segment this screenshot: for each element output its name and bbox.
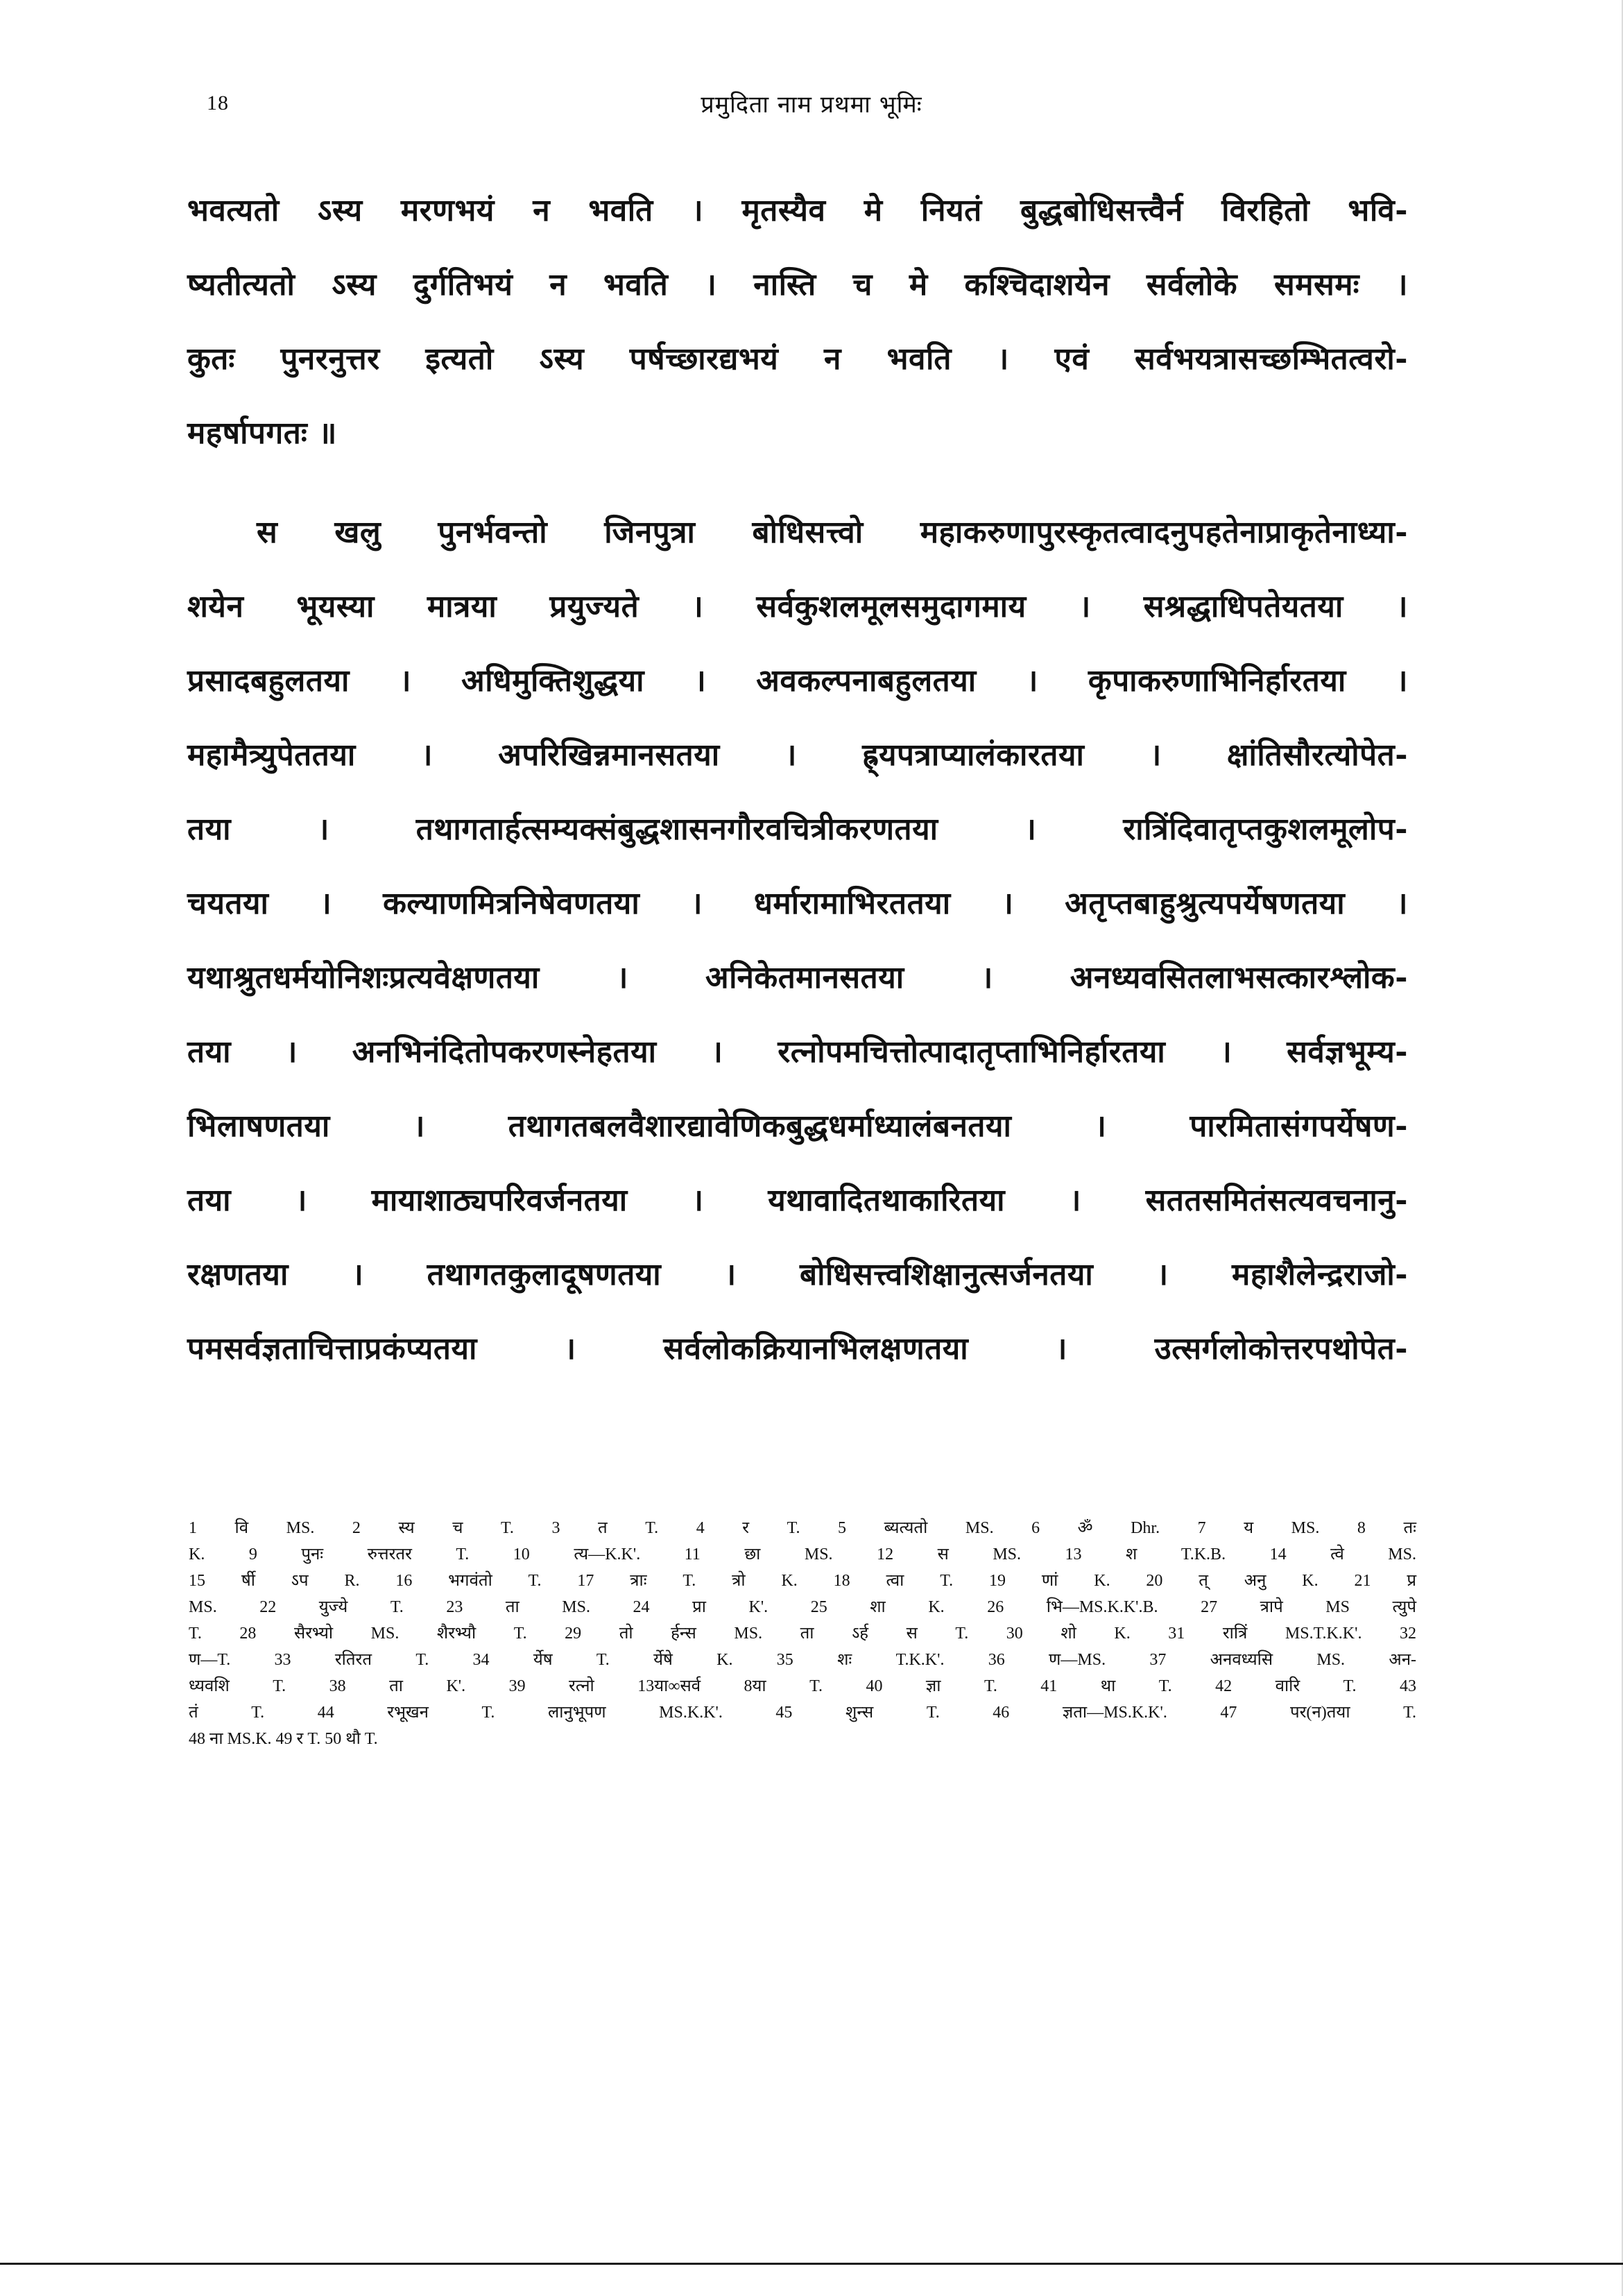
main-text-block — [187, 173, 1408, 1386]
footnote-line: 15 र्षी ऽप R. 16 भगवंतो T. 17 त्राः T. त्रो K. 18 त्वा T. 19 णां K. 20 त् अनु K. 21 प्र — [189, 1572, 1416, 1590]
footnote-line: K. 9 पुनः रुत्तरतर T. 10 त्य—K.K'. 11 छा MS. 12 स MS. 13 श T.K.B. 14 त्वे MS. — [189, 1545, 1416, 1563]
footnote-line: MS. 22 युज्ये T. 23 ता MS. 24 प्रा K'. 25 शा K. 26 भि—MS.K.K'.B. 27 त्रापे MS त्युपे — [189, 1598, 1416, 1616]
footnote-line: ध्यवशि T. 38 ता K'. 39 रत्नो 13या∞सर्व 8या T. 40 ज्ञा T. 41 था T. 42 वारि T. 43 — [189, 1677, 1416, 1695]
text-line: रक्षणतया । तथागतकुलादूषणतया । बोधिसत्त्वशिक्षानुत्सर्जनतया । महाशैलेन्द्रराजो- — [187, 1257, 1408, 1292]
text-line: कुतः पुनरनुत्तर इत्यतो ऽस्य पर्षच्छारद्यभयं न भवति । एवं सर्वभयत्रासच्छम्भितत्वरो- — [187, 341, 1408, 377]
text-line: भिलाषणतया । तथागतबलवैशारद्यावेणिकबुद्धधर्माध्यालंबनतया । पारमितासंगपर्येषण- — [187, 1108, 1408, 1144]
text-line: चयतया । कल्याणमित्रनिषेवणतया । धर्मारामाभिरततया । अतृप्तबाहुश्रुत्यपर्येषणतया । — [187, 886, 1408, 921]
text-line: पमसर्वज्ञताचित्ताप्रकंप्यतया । सर्वलोकक्रियानभिलक्षणतया । उत्सर्गलोकोत्तरपथोपेत- — [187, 1331, 1408, 1367]
bottom-rule — [0, 2263, 1623, 2265]
text-line: तया । अनभिनंदितोपकरणस्नेहतया । रत्नोपमचित्तोत्पादातृप्ताभिनिर्हारतया । सर्वज्ञभूम्य- — [187, 1034, 1408, 1070]
footnote-line: ण—T. 33 रतिरत T. 34 र्येष T. र्येषे K. 35 शः T.K.K'. 36 ण—MS. 37 अनवध्यसि MS. अन- — [189, 1651, 1416, 1669]
text-line: महर्षापगतः ॥ — [187, 415, 337, 451]
text-line: प्रसादबहुलतया । अधिमुक्तिशुद्धया । अवकल्पनाबहुलतया । कृपाकरुणाभिनिर्हारतया । — [187, 663, 1408, 699]
footnotes-block — [189, 1515, 1416, 1752]
text-line: शयेन भूयस्या मात्रया प्रयुज्यते । सर्वकुशलमूलसमुदागमाय । सश्रद्धाधिपतेयतया । — [187, 589, 1408, 624]
text-line: तया । मायाशाठ्यपरिवर्जनतया । यथावादितथाकारितया । सततसमितंसत्यवचनानु- — [187, 1183, 1408, 1218]
text-line: यथाश्रुतधर्मयोनिशःप्रत्यवेक्षणतया । अनिकेतमानसतया । अनध्यवसितलाभसत्कारश्लोक- — [187, 960, 1408, 995]
footnote-line: 48 ना MS.K. 49 र T. 50 थौ T. — [189, 1730, 378, 1748]
footnote-line: तं T. 44 रभूखन T. लानुभूपण MS.K.K'. 45 शुन्स T. 46 ज्ञता—MS.K.K'. 47 पर(न)तया T. — [189, 1704, 1416, 1722]
paragraph-first-line: स खलु पुनर्भवन्तो जिनपुत्रा बोधिसत्त्वो महाकरुणापुरस्कृतत्वादनुपहतेनाप्राकृतेनाध्या- — [257, 515, 1408, 550]
footnote-line: 1 वि MS. 2 स्य च T. 3 त T. 4 र T. 5 ब्यत्यतो MS. 6 ॐ Dhr. 7 य MS. 8 तः — [189, 1519, 1416, 1537]
running-title: प्रमुदिता नाम प्रथमा भूमिः — [701, 91, 922, 119]
text-line: भवत्यतो ऽस्य मरणभयं न भवति । मृतस्यैव मे नियतं बुद्धबोधिसत्त्वैर्न विरहितो भवि- — [187, 193, 1408, 228]
text-line: महामैत्र्युपेततया । अपरिखिन्नमानसतया । ह्र्यपत्राप्यालंकारतया । क्षांतिसौरत्योपेत- — [187, 737, 1408, 773]
text-line: ष्यतीत्यतो ऽस्य दुर्गतिभयं न भवति । नास्ति च मे कश्चिदाशयेन सर्वलोके समसमः । — [187, 267, 1408, 302]
text-line: तया । तथागतार्हत्सम्यक्संबुद्धशासनगौरवचित्रीकरणतया । रात्रिंदिवातृप्तकुशलमूलोप- — [187, 812, 1408, 847]
page-number: 18 — [207, 92, 229, 114]
footnote-line: T. 28 सैरभ्यो MS. शैरभ्यौ T. 29 तो र्हन्स MS. ता ऽर्ह स T. 30 शो K. 31 रात्रिं MS.T.K.K'. 32 — [189, 1625, 1416, 1643]
